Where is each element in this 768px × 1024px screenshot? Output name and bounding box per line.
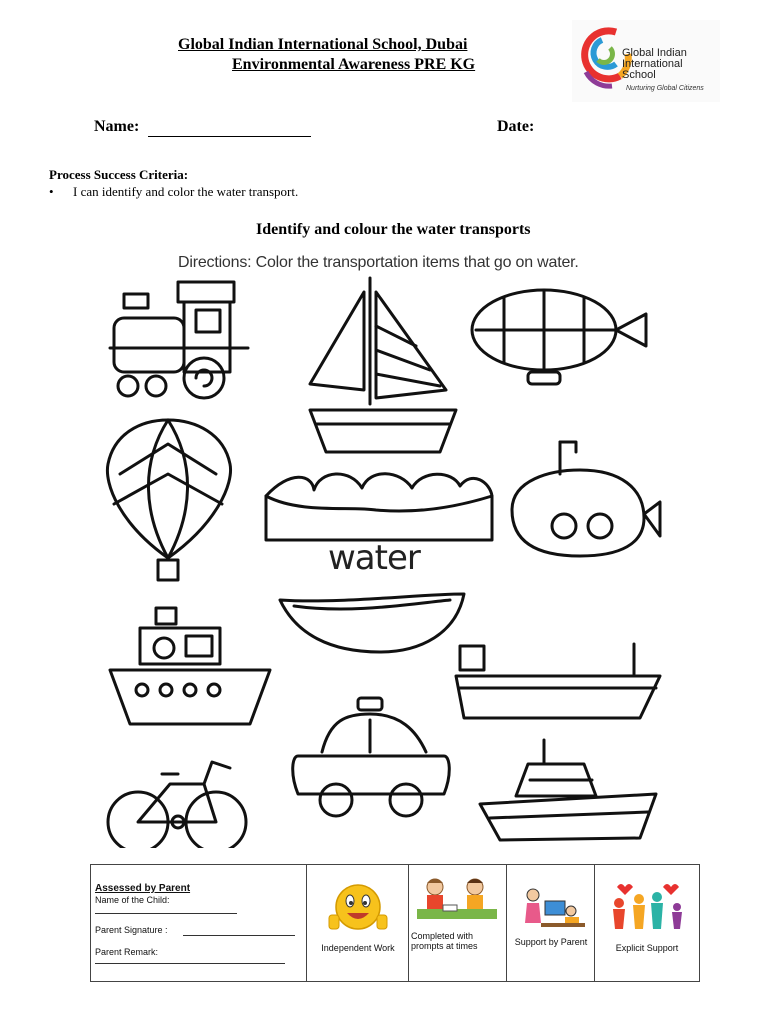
name-field[interactable]: [148, 136, 311, 137]
hot-air-balloon-icon[interactable]: [107, 420, 230, 580]
bicycle-icon[interactable]: [108, 762, 246, 848]
canoe-icon[interactable]: [280, 594, 464, 652]
family-hearts-icon: [601, 881, 693, 931]
submarine-icon[interactable]: [512, 442, 660, 556]
parent-remark-label: Parent Remark:: [95, 947, 159, 957]
child-name-field[interactable]: [95, 913, 237, 914]
level-label: Independent Work: [321, 943, 395, 953]
level-independent-cell[interactable]: [307, 865, 409, 981]
children-working-icon: [413, 875, 503, 929]
name-label: Name:: [94, 118, 140, 135]
assessment-table: [90, 864, 700, 982]
level-explicit-cell[interactable]: [595, 865, 699, 981]
blimp-icon[interactable]: [472, 290, 646, 384]
date-label: Date:: [497, 118, 535, 135]
logo-wordmark: Global Indian International School: [622, 47, 687, 81]
train-icon[interactable]: [110, 282, 248, 398]
parent-teaching-icon: [513, 887, 589, 933]
level-parent-support-cell[interactable]: [507, 865, 595, 981]
police-car-icon[interactable]: [293, 698, 450, 816]
criteria-title: Process Success Criteria:: [49, 167, 189, 182]
waves-icon[interactable]: [266, 474, 492, 540]
cargo-ship-icon[interactable]: [456, 644, 660, 718]
parent-remark-field[interactable]: [95, 963, 285, 964]
assessment-title: Assessed by Parent: [95, 883, 191, 894]
logo-tagline: Nurturing Global Citizens: [626, 85, 704, 92]
parent-assessment-cell: [91, 865, 307, 981]
level-label: Completed with prompts at times: [411, 931, 478, 951]
activity-directions: Directions: Color the transportation items that go on water.: [178, 254, 579, 271]
parent-signature-field[interactable]: [183, 935, 295, 936]
school-name: Global Indian International School, Dubai: [178, 36, 468, 53]
level-prompts-cell[interactable]: [409, 865, 507, 981]
sailboat-icon[interactable]: [310, 278, 456, 452]
worksheet-subject: Environmental Awareness PRE KG: [232, 56, 476, 73]
speedboat-icon[interactable]: [480, 740, 656, 840]
tugboat-icon[interactable]: [110, 608, 270, 724]
bullet-icon: •: [49, 184, 54, 199]
activity-instruction: Identify and colour the water transports: [256, 221, 531, 238]
parent-signature-label: Parent Signature :: [95, 925, 168, 935]
smiley-thumbs-up-icon: [327, 879, 389, 937]
level-label: Explicit Support: [615, 943, 679, 953]
child-name-label: Name of the Child:: [95, 895, 170, 905]
criteria-item: • I can identify and color the water transport.: [49, 184, 299, 199]
level-label: Support by Parent: [514, 937, 588, 947]
water-word: water: [328, 538, 420, 578]
